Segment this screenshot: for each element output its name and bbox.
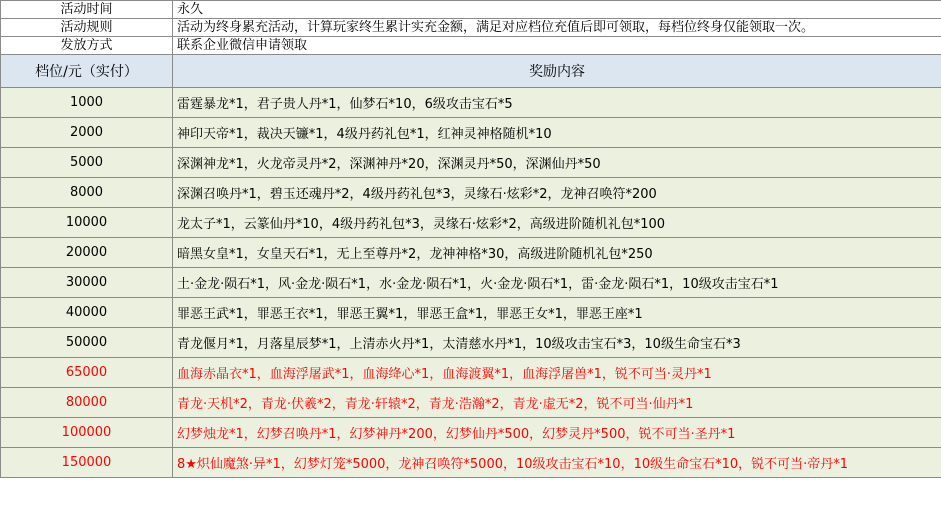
- table-row: [1, 298, 941, 328]
- reward-cell: 雷霆暴龙*1，君子贵人丹*1，仙梦石*10，6级攻击宝石*5: [173, 88, 941, 118]
- table-row: [1, 388, 941, 418]
- info-row-time: [1, 1, 941, 19]
- tier-cell: 2000: [1, 118, 173, 148]
- tier-cell: 1000: [1, 88, 173, 118]
- table-row: [1, 448, 941, 478]
- reward-cell: 深渊召唤丹*1，碧玉还魂丹*2，4级丹药礼包*3，灵缘石·炫彩*2，龙神召唤符*200: [173, 178, 941, 208]
- info-value: 联系企业微信申请领取: [173, 37, 941, 55]
- reward-cell: 幻梦烛龙*1，幻梦召唤丹*1，幻梦神丹*200，幻梦仙丹*500，幻梦灵丹*500，锐不可当·圣丹*1: [173, 418, 941, 448]
- reward-cell: 深渊神龙*1，火龙帝灵丹*2，深渊神丹*20，深渊灵丹*50，深渊仙丹*50: [173, 148, 941, 178]
- reward-column-header: 奖励内容: [173, 55, 941, 88]
- reward-cell: 龙太子*1，云篆仙丹*10，4级丹药礼包*3，灵缘石·炫彩*2，高级进阶随机礼包*100: [173, 208, 941, 238]
- table-row: [1, 178, 941, 208]
- reward-cell: 罪恶王武*1，罪恶王衣*1，罪恶王翼*1，罪恶王盒*1，罪恶王女*1，罪恶王座*1: [173, 298, 941, 328]
- table-row: [1, 328, 941, 358]
- tier-cell: 50000: [1, 328, 173, 358]
- reward-cell: 土·金龙·陨石*1，风·金龙·陨石*1，水·金龙·陨石*1，火·金龙·陨石*1，雷·金龙·陨石*1，10级攻击宝石*1: [173, 268, 941, 298]
- tier-column-header: 档位/元（实付）: [1, 55, 173, 88]
- table-row: [1, 118, 941, 148]
- reward-cell: 青龙偃月*1，月落星辰梦*1，上清赤火丹*1，太清慈水丹*1，10级攻击宝石*3，10级生命宝石*3: [173, 328, 941, 358]
- reward-cell: 8★炽仙魔煞·异*1，幻梦灯笼*5000，龙神召唤符*5000，10级攻击宝石*10，10级生命宝石*10，锐不可当·帝丹*1: [173, 448, 941, 478]
- table-row: [1, 268, 941, 298]
- reward-table-body: [1, 1, 941, 478]
- table-row: [1, 88, 941, 118]
- tier-cell: 5000: [1, 148, 173, 178]
- tier-cell: 20000: [1, 238, 173, 268]
- info-key: 活动规则: [1, 19, 173, 37]
- info-key: 活动时间: [1, 1, 173, 19]
- info-value: 永久: [173, 1, 941, 19]
- table-row: [1, 358, 941, 388]
- reward-cell: 神印天帝*1，裁决天镰*1，4级丹药礼包*1，红神灵神格随机*10: [173, 118, 941, 148]
- info-row-rules: [1, 19, 941, 37]
- reward-cell: 暗黑女皇*1，女皇天石*1，无上至尊丹*2，龙神神格*30，高级进阶随机礼包*250: [173, 238, 941, 268]
- table-header-row: [1, 55, 941, 88]
- tier-cell: 65000: [1, 358, 173, 388]
- reward-cell: 血海赤晶衣*1，血海浮屠武*1，血海绛心*1，血海渡翼*1，血海浮屠兽*1，锐不可当·灵丹*1: [173, 358, 941, 388]
- tier-cell: 30000: [1, 268, 173, 298]
- tier-cell: 150000: [1, 448, 173, 478]
- reward-cell: 青龙·天机*2，青龙·伏羲*2，青龙·轩辕*2，青龙·浩瀚*2，青龙·虚无*2，锐不可当·仙丹*1: [173, 388, 941, 418]
- table-row: [1, 208, 941, 238]
- info-key: 发放方式: [1, 37, 173, 55]
- tier-cell: 40000: [1, 298, 173, 328]
- table-row: [1, 238, 941, 268]
- table-row: [1, 148, 941, 178]
- tier-cell: 80000: [1, 388, 173, 418]
- tier-cell: 100000: [1, 418, 173, 448]
- info-row-delivery: [1, 37, 941, 55]
- table-row: [1, 418, 941, 448]
- tier-cell: 8000: [1, 178, 173, 208]
- tier-cell: 10000: [1, 208, 173, 238]
- info-value: 活动为终身累充活动，计算玩家终生累计实充金额，满足对应档位充值后即可领取，每档位终身仅能领取一次。: [173, 19, 941, 37]
